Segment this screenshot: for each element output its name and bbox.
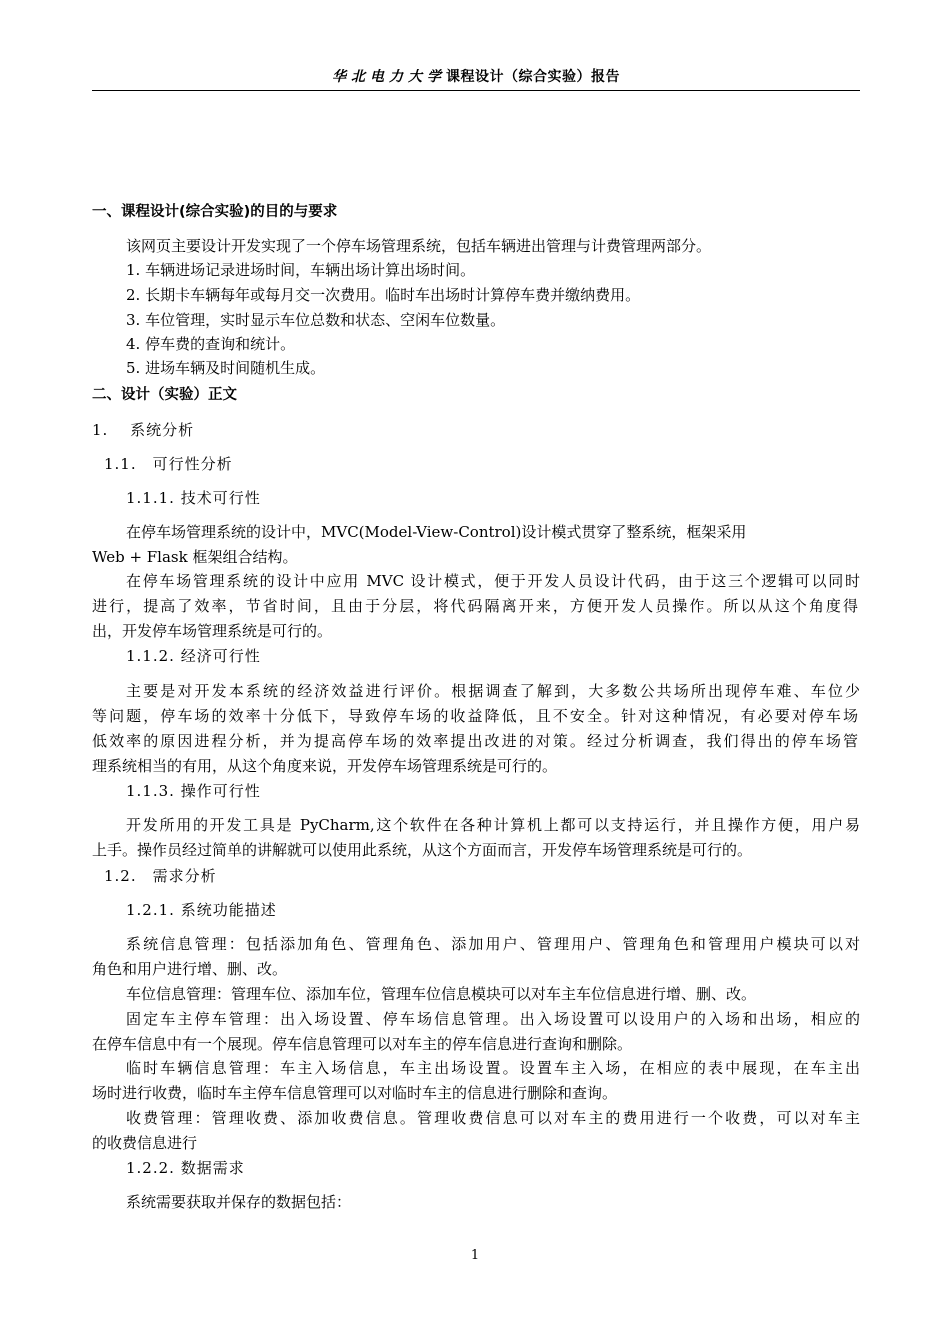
paragraph-line: 1.2. 需求分析 bbox=[104, 867, 217, 885]
paragraph-line: 1.1. 可行性分析 bbox=[104, 455, 233, 473]
paragraph-line: 在停车场管理系统的设计中，MVC(Model-View-Control)设计模式贯穿了整系统，框架采用 bbox=[126, 523, 747, 541]
paragraph-line: 1.2.2. 数据需求 bbox=[126, 1159, 245, 1177]
paragraph-line: 临时车辆信息管理：车主入场信息，车主出场设置。设置车主入场，在相应的表中展现，在车主出 bbox=[126, 1059, 860, 1077]
paragraph-line: 在停车场管理系统的设计中应用 MVC 设计模式，便于开发人员设计代码，由于这三个逻辑可以同时 bbox=[126, 572, 860, 590]
paragraph-line: 角色和用户进行增、删、改。 bbox=[92, 960, 288, 978]
paragraph-line: 2. 长期卡车辆每年或每月交一次费用。临时车出场时计算停车费并缴纳费用。 bbox=[126, 286, 641, 304]
paragraph-line: 固定车主停车管理：出入场设置、停车场信息管理。出入场设置可以设用户的入场和出场，相应的 bbox=[126, 1010, 860, 1028]
paragraph-line: 主要是对开发本系统的经济效益进行评价。根据调查了解到，大多数公共场所出现停车难、车位少 bbox=[126, 682, 860, 700]
paragraph-line: 1.1.2. 经济可行性 bbox=[126, 647, 261, 665]
paragraph-line: 场时进行收费，临时车主停车信息管理可以对临时车主的信息进行删除和查询。 bbox=[92, 1084, 618, 1102]
header-school: 华北电力大学 bbox=[332, 69, 446, 85]
paragraph-line: 出，开发停车场管理系统是可行的。 bbox=[92, 622, 333, 640]
paragraph-line: 5. 进场车辆及时间随机生成。 bbox=[126, 359, 326, 377]
paragraph-line: 的收费信息进行 bbox=[92, 1134, 198, 1152]
section-heading: 一、课程设计(综合实验)的目的与要求 bbox=[92, 204, 338, 220]
page-header bbox=[92, 62, 860, 91]
page-number: 1 bbox=[470, 1248, 480, 1263]
paragraph-line: 3. 车位管理，实时显示车位总数和状态、空闲车位数量。 bbox=[126, 311, 506, 329]
paragraph-line: 1.1.3. 操作可行性 bbox=[126, 782, 261, 800]
paragraph-line: 开发所用的开发工具是 PyCharm,这个软件在各种计算机上都可以支持运行，并且操作方便，用户易 bbox=[126, 816, 860, 834]
paragraph-line: 该网页主要设计开发实现了一个停车场管理系统，包括车辆进出管理与计费管理两部分。 bbox=[126, 237, 712, 255]
paragraph-line: 1.2.1. 系统功能描述 bbox=[126, 901, 277, 919]
paragraph-line: Web + Flask 框架组合结构。 bbox=[92, 548, 298, 566]
paragraph-line: 1. 系统分析 bbox=[92, 421, 195, 439]
paragraph-line: 进行，提高了效率，节省时间，且由于分层，将代码隔离开来，方便开发人员操作。所以从这个角度得 bbox=[92, 597, 858, 615]
paragraph-line: 理系统相当的有用，从这个角度来说，开发停车场管理系统是可行的。 bbox=[92, 757, 558, 775]
paragraph-line: 1. 车辆进场记录进场时间，车辆出场计算出场时间。 bbox=[126, 261, 476, 279]
header-title: 课程设计（综合实验）报告 bbox=[446, 69, 620, 85]
paragraph-line: 等问题，停车场的效率十分低下，导致停车场的收益降低，且不安全。针对这种情况，有必要对停车场 bbox=[92, 707, 858, 725]
paragraph-line: 收费管理：管理收费、添加收费信息。管理收费信息可以对车主的费用进行一个收费，可以对车主 bbox=[126, 1109, 860, 1127]
paragraph-line: 上手。操作员经过简单的讲解就可以使用此系统，从这个方面而言，开发停车场管理系统是可行的。 bbox=[92, 841, 753, 859]
paragraph-line: 4. 停车费的查询和统计。 bbox=[126, 335, 296, 353]
paragraph-line: 车位信息管理：管理车位、添加车位，管理车位信息模块可以对车主车位信息进行增、删、改。 bbox=[126, 985, 757, 1003]
section-heading: 二、设计（实验）正文 bbox=[92, 387, 237, 403]
paragraph-line: 系统信息管理：包括添加角色、管理角色、添加用户、管理用户、管理角色和管理用户模块可以对 bbox=[126, 935, 860, 953]
paragraph-line: 在停车信息中有一个展现。停车信息管理可以对车主的停车信息进行查询和删除。 bbox=[92, 1035, 633, 1053]
paragraph-line: 系统需要获取并保存的数据包括： bbox=[126, 1193, 352, 1211]
paragraph-line: 1.1.1. 技术可行性 bbox=[126, 489, 261, 507]
paragraph-line: 低效率的原因进程分析，并为提高停车场的效率提出改进的对策。经过分析调查，我们得出的停车场管 bbox=[92, 732, 858, 750]
